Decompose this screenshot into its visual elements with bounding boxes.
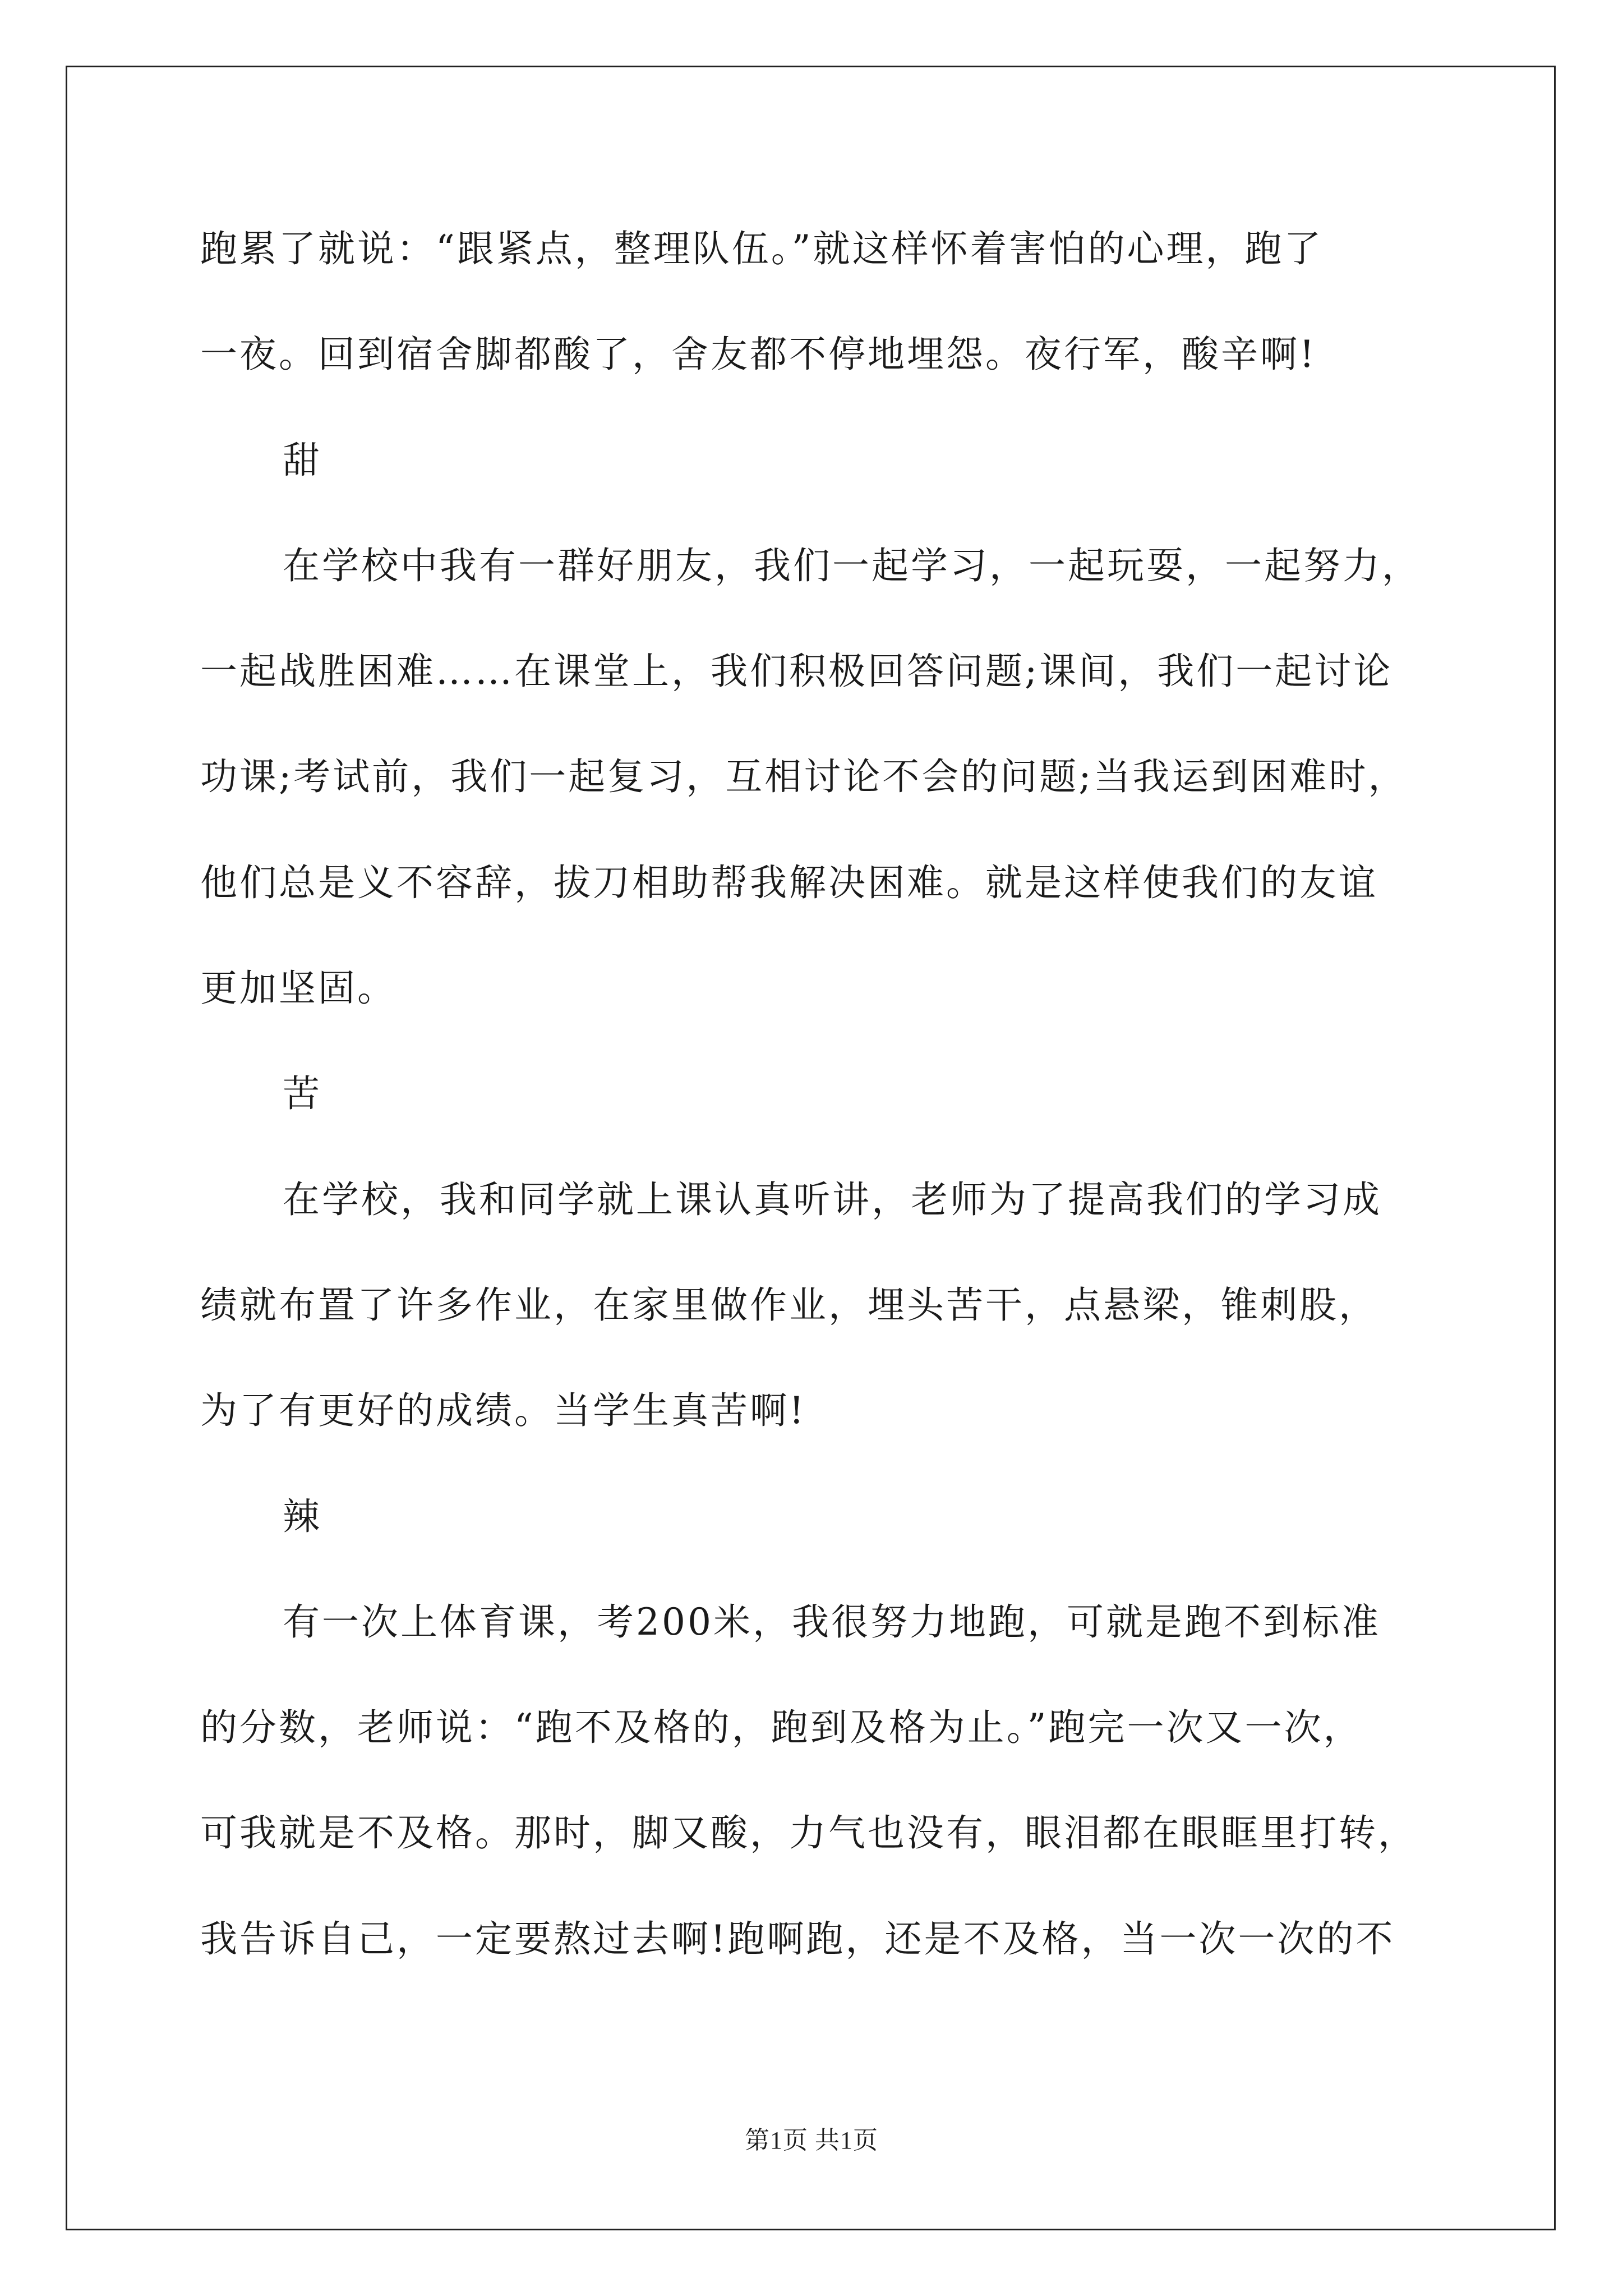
text-line: 一夜。回到宿舍脚都酸了，舍友都不停地埋怨。夜行军，酸辛啊! xyxy=(200,333,1317,376)
text-line: 的分数，老师说：“跑不及格的，跑到及格为止。”跑完一次又一次， xyxy=(200,1706,1363,1749)
text-line: 为了有更好的成绩。当学生真苦啊! xyxy=(200,1389,806,1432)
text-line: 他们总是义不容辞，拔刀相助帮我解决困难。就是这样使我们的友谊 xyxy=(200,861,1378,904)
text-line: 跑累了就说：“跟紧点，整理队伍。”就这样怀着害怕的心理，跑了 xyxy=(200,227,1324,270)
text-line: 一起战胜困难……在课堂上，我们积极回答问题;课间，我们一起讨论 xyxy=(200,650,1393,693)
paragraph-start: 有一次上体育课，考200米，我很努力地跑，可就是跑不到标准 xyxy=(283,1600,1381,1644)
page-footer: 第1页 共1页 xyxy=(745,2127,878,2154)
section-heading-spicy: 辣 xyxy=(283,1495,322,1538)
text-line: 更加坚固。 xyxy=(200,967,396,1010)
text-line: 功课;考试前，我们一起复习，互相讨论不会的问题;当我运到困难时， xyxy=(200,755,1408,798)
section-heading-bitter: 苦 xyxy=(283,1072,322,1115)
paragraph-start: 在学校，我和同学就上课认真听讲，老师为了提高我们的学习成 xyxy=(283,1178,1382,1221)
text-line: 可我就是不及格。那时，脚又酸，力气也没有，眼泪都在眼眶里打转， xyxy=(200,1811,1417,1855)
paragraph-start: 在学校中我有一群好朋友，我们一起学习，一起玩耍，一起努力， xyxy=(283,544,1421,587)
text-line: 我告诉自己，一定要熬过去啊!跑啊跑，还是不及格，当一次一次的不 xyxy=(200,1917,1395,1961)
page-border xyxy=(66,66,1556,2230)
text-line: 绩就布置了许多作业，在家里做作业，埋头苦干，点悬梁，锥刺股， xyxy=(200,1283,1378,1327)
section-heading-sweet: 甜 xyxy=(283,439,322,482)
